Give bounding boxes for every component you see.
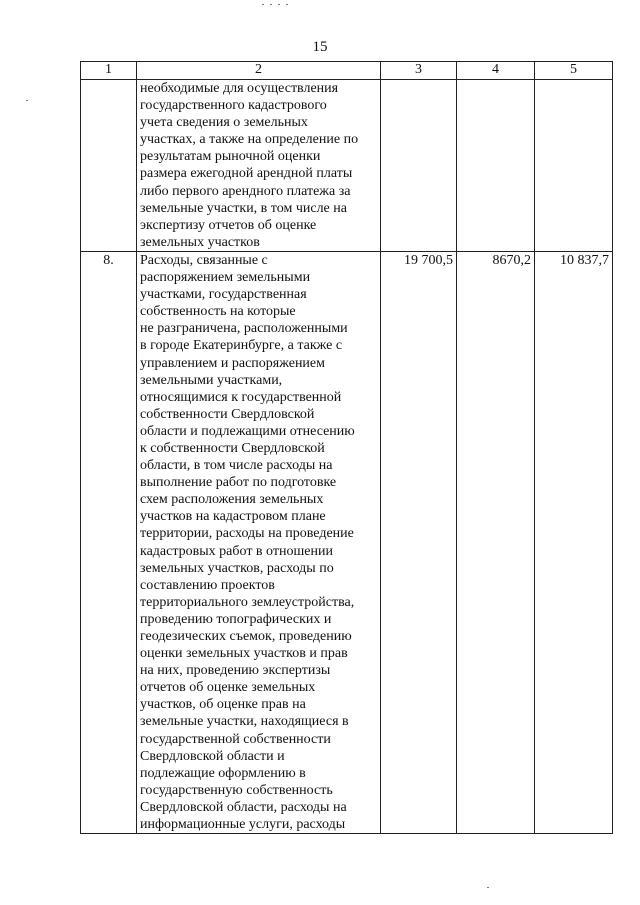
- text-line: области и подлежащими отнесению: [140, 423, 355, 439]
- value-cell-col4: [457, 80, 535, 252]
- scan-speck: [487, 887, 489, 888]
- row-description-cell: [137, 251, 381, 833]
- text-line: информационные услуги, расходы: [140, 817, 346, 833]
- table-header-row: [81, 62, 613, 80]
- scan-speck: [278, 4, 280, 5]
- text-line: распоряжением земельными: [140, 270, 311, 286]
- scan-speck: [286, 4, 288, 5]
- text-line: кадастровых работ в отношении: [140, 543, 333, 559]
- text-line: схем расположения земельных: [140, 492, 324, 508]
- text-line: Свердловской области и: [140, 748, 285, 764]
- scan-speck: [26, 100, 28, 101]
- table-header-cell: 5: [535, 62, 613, 80]
- text-line: геодезических съемок, проведению: [140, 629, 352, 644]
- text-line: на них, проведению экспертизы: [140, 663, 331, 679]
- text-line: выполнение работ по подготовке: [140, 475, 337, 491]
- table-header-cell: 3: [381, 62, 457, 80]
- text-line: проведению топографических и: [140, 611, 332, 627]
- text-line: земельных участков: [140, 234, 260, 250]
- row-description-cell: [137, 80, 381, 252]
- text-line: результатам рыночной оценки: [140, 149, 321, 165]
- text-line: государственную собственность: [140, 782, 333, 798]
- text-line: собственность на которые: [140, 304, 296, 320]
- text-line: к собственности Свердловской: [140, 440, 325, 456]
- table-header-cell: 2: [137, 62, 381, 80]
- value-cell-col5: [535, 80, 613, 252]
- text-line: участков, об оценке прав на: [140, 697, 306, 713]
- text-line: подлежащие оформлению в: [140, 765, 306, 781]
- text-line: собственности Свердловской: [140, 406, 315, 422]
- text-line: государственного кадастрового: [140, 98, 327, 114]
- text-line: составлению проектов: [140, 577, 275, 593]
- value-cell-col4: 8670,2: [457, 251, 535, 833]
- text-line: земельными участками,: [140, 372, 283, 388]
- text-line: оценки земельных участков и прав: [140, 646, 348, 662]
- text-line: земельные участки, в том числе на: [140, 200, 347, 216]
- text-line: не разграничена, расположенными: [140, 321, 348, 337]
- row-number-cell: 8.: [81, 251, 137, 833]
- text-line: государственной собственности: [140, 731, 331, 747]
- scan-speck: [270, 4, 272, 5]
- value-cell-col3: 19 700,5: [381, 251, 457, 833]
- text-line: относящимися к государственной: [140, 389, 342, 405]
- text-line: управлением и распоряжением: [140, 355, 326, 371]
- text-line: территориального землеустройства,: [140, 594, 355, 610]
- text-line: области, в том числе расходы на: [140, 458, 333, 474]
- text-line: Расходы, связанные с: [140, 252, 268, 268]
- text-line: участков на кадастровом плане: [140, 509, 326, 525]
- budget-table: [80, 61, 613, 834]
- table-header-cell: 1: [81, 62, 137, 80]
- text-line: участках, а также на определение по: [140, 132, 359, 148]
- text-line: либо первого арендного платежа за: [140, 183, 351, 199]
- table-row-continuation: [81, 80, 613, 252]
- page-number: 15: [312, 39, 328, 55]
- value-cell-col5: 10 837,7: [535, 251, 613, 833]
- text-line: участками, государственная: [140, 287, 307, 303]
- table-header-cell: 4: [457, 62, 535, 80]
- text-line: учета сведения о земельных: [140, 115, 308, 131]
- scan-speck: [262, 4, 264, 5]
- row-number-cell: [81, 80, 137, 252]
- value-cell-col3: [381, 80, 457, 252]
- text-line: земельных участков, расходы по: [140, 560, 334, 576]
- text-line: необходимые для осуществления: [140, 81, 339, 96]
- text-line: в городе Екатеринбурге, а также с: [140, 338, 343, 354]
- text-line: земельные участки, находящиеся в: [140, 714, 349, 730]
- text-line: размера ежегодной арендной платы: [140, 166, 353, 182]
- text-line: территории, расходы на проведение: [140, 526, 354, 542]
- text-line: экспертизу отчетов об оценке: [140, 217, 317, 233]
- table-row-8: [81, 251, 613, 833]
- text-line: Свердловской области, расходы на: [140, 799, 347, 815]
- text-line: отчетов об оценке земельных: [140, 680, 316, 696]
